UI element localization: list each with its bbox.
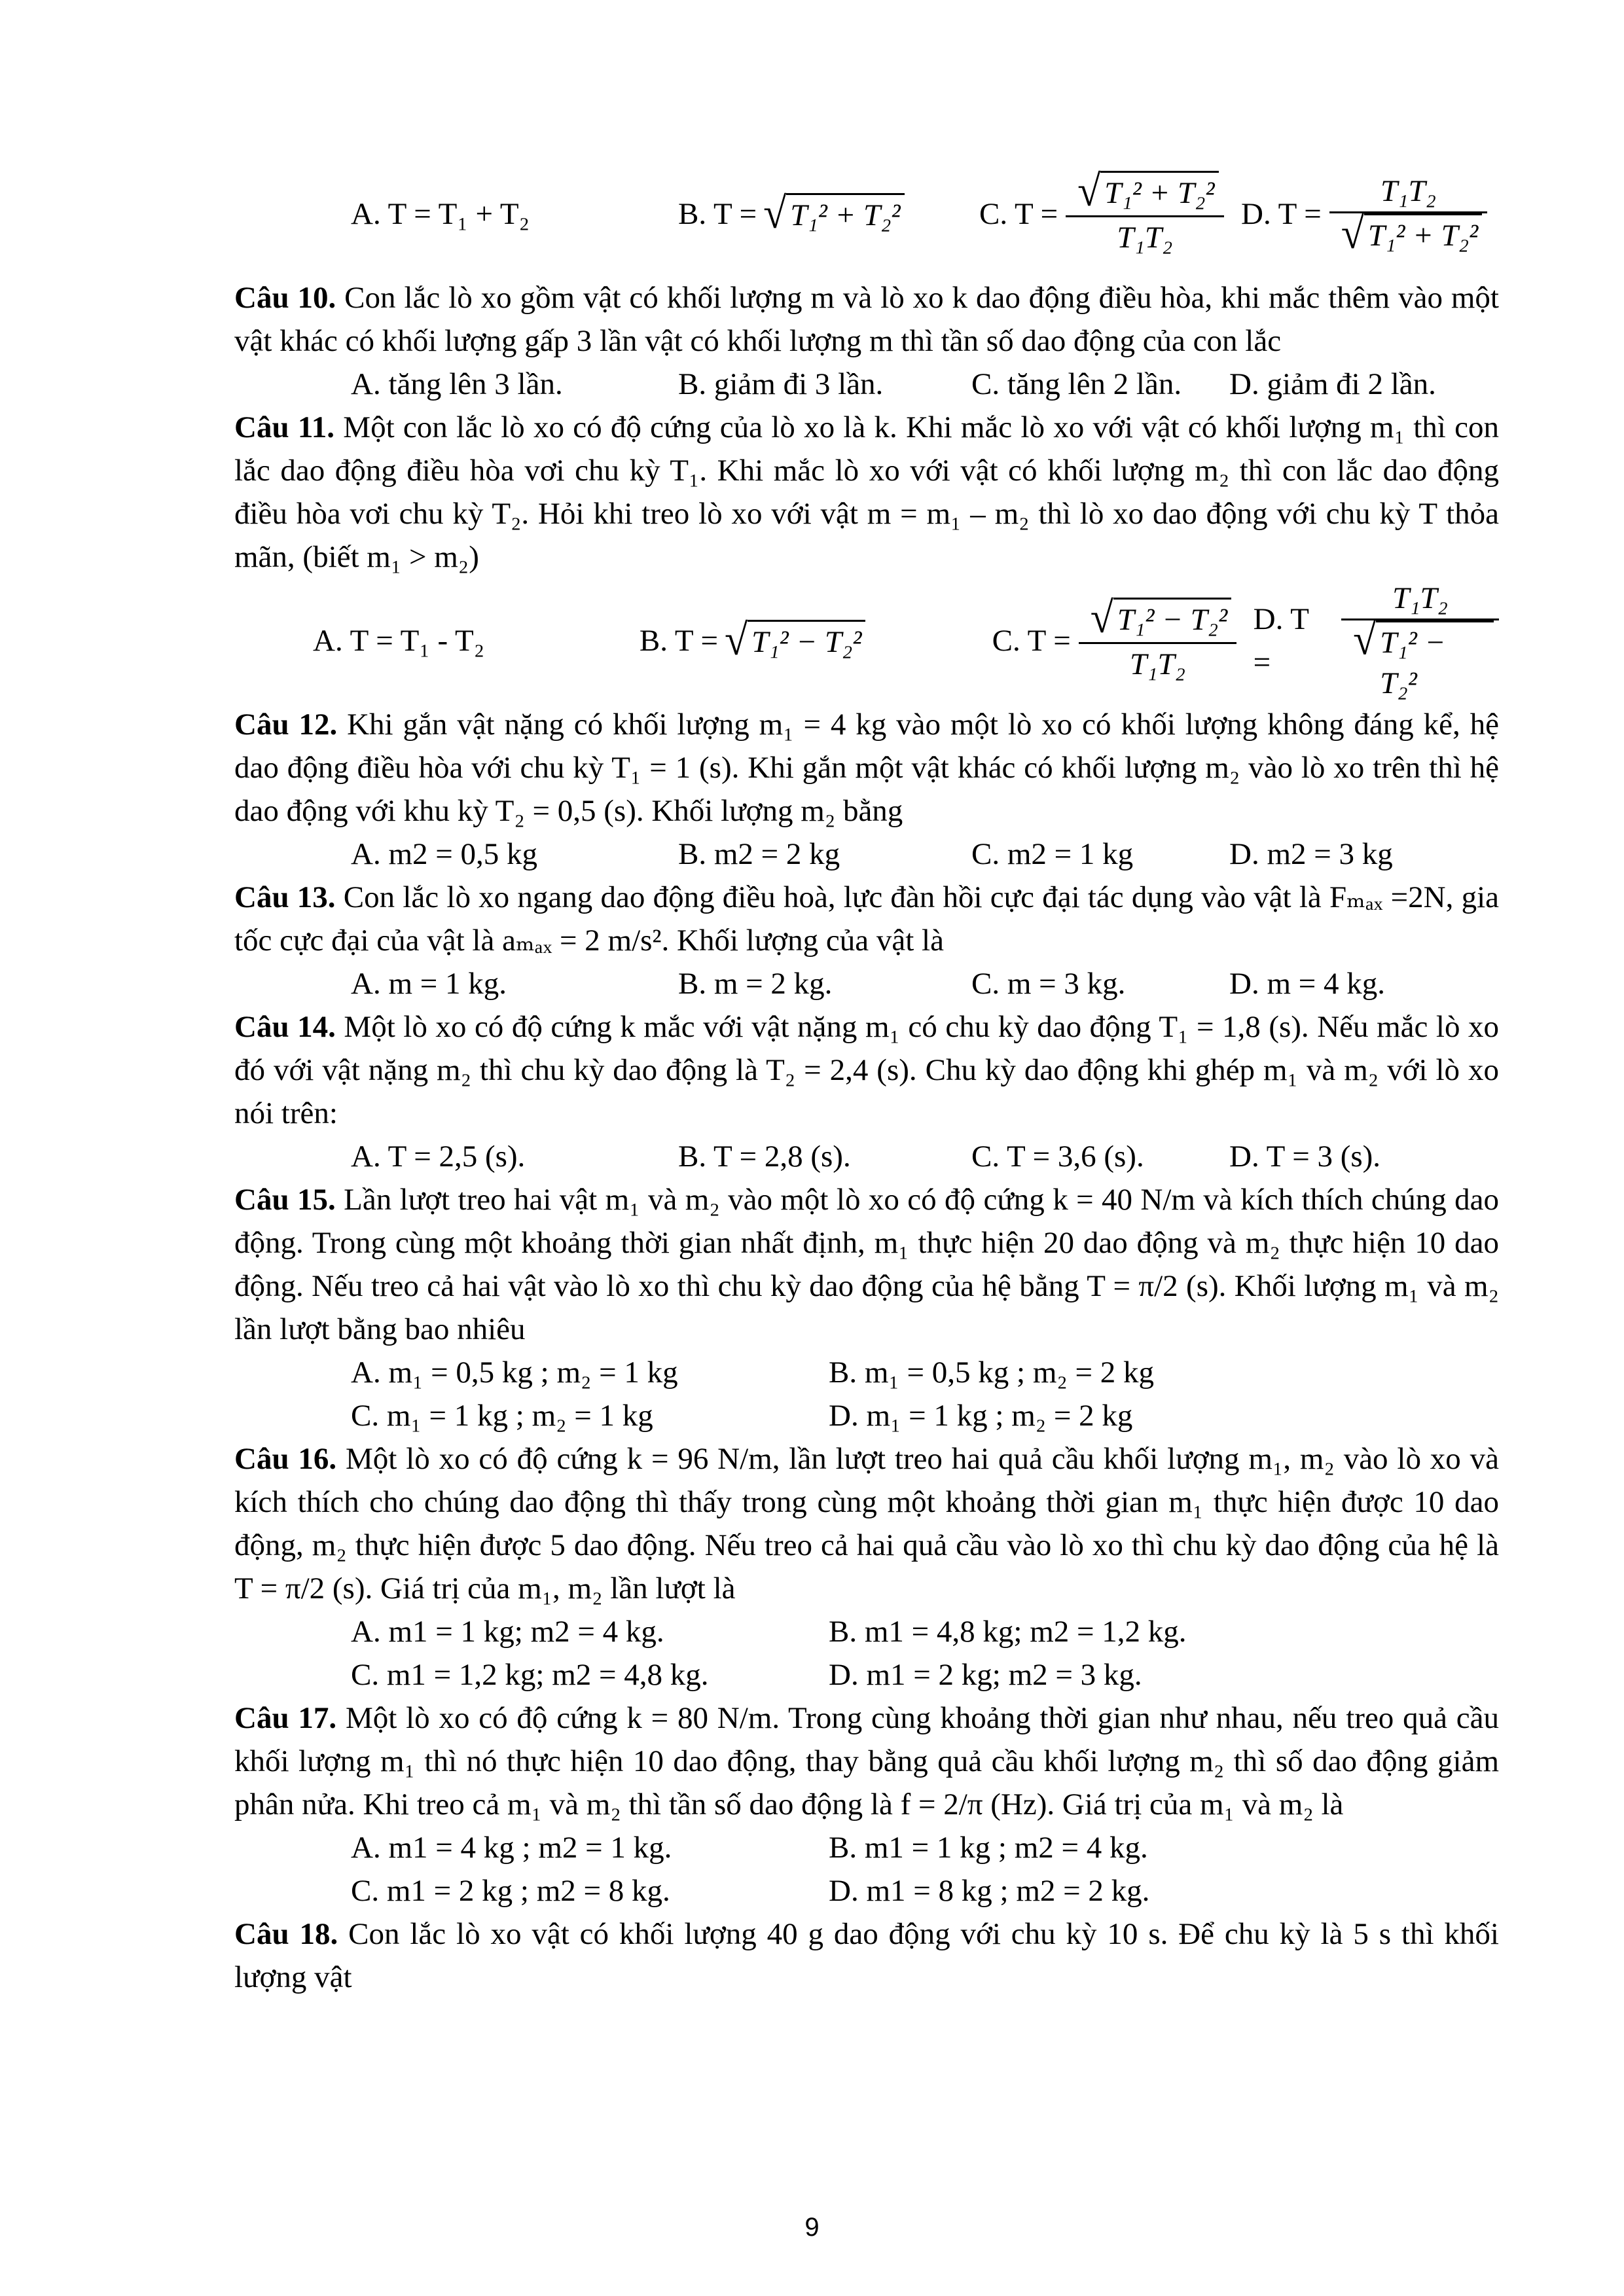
option-c: C. m = 3 kg. xyxy=(971,967,1126,1001)
option-c: C. m2 = 1 kg xyxy=(971,837,1134,871)
option-d-denominator: T₁² + T₂² xyxy=(1364,213,1482,256)
option-a xyxy=(351,192,678,236)
question-text: Con lắc lò xo gồm vật có khối lượng m và lò xo k dao động điều hòa, khi mắc thêm vào một vật khác có khối lượng gấp 3 lần vật có khối lượng m thì tần số dao động của con lắc xyxy=(234,281,1499,358)
question-16 xyxy=(234,1437,1499,1610)
question-text: Con lắc lò xo vật có khối lượng 40 g dao động với chu kỳ 10 s. Để chu kỳ là 5 s thì khối lượng vật xyxy=(234,1917,1499,1994)
option-d: D. m = 4 kg. xyxy=(1229,967,1386,1001)
question-label: Câu 18. xyxy=(234,1917,338,1951)
question-14 xyxy=(234,1005,1499,1135)
question-text: Một lò xo có độ cứng k = 80 N/m. Trong cùng khoảng thời gian như nhau, nếu treo quả cầu khối lượng m₁ thì nó thực hiện 10 dao động, thay bằng quả cầu khối lượng m₂ thì số dao động giảm phân nửa. Khi treo cả m₁ và m₂ thì tần số dao động là f = 2/π (Hz). Giá trị của m₁ và m₂ là xyxy=(234,1701,1499,1821)
option-d-numerator: T₁T₂ xyxy=(1380,173,1436,208)
option-c-denominator: T₁T₂ xyxy=(1117,220,1173,255)
option-b: B. m1 = 4,8 kg; m2 = 1,2 kg. xyxy=(829,1615,1187,1649)
option-a: A. m2 = 0,5 kg xyxy=(351,837,538,871)
option-c-prefix: C. T = xyxy=(992,624,1071,658)
question-12 xyxy=(234,703,1499,833)
question-12-options xyxy=(234,833,1499,876)
option-c: C. tăng lên 2 lần. xyxy=(971,367,1182,401)
option-b: B. m2 = 2 kg xyxy=(678,837,840,871)
question-17 xyxy=(234,1696,1499,1826)
option-a: A. T = 2,5 (s). xyxy=(351,1139,526,1174)
question-label: Câu 11. xyxy=(234,410,335,444)
fraction: √ T₁² − T₂² T₁T₂ xyxy=(1079,598,1236,685)
question-10-options xyxy=(234,363,1499,406)
option-b-radicand: T₁² − T₂² xyxy=(748,620,865,662)
option-b-prefix: B. T = xyxy=(678,197,757,231)
option-c-numerator: T₁² − T₂² xyxy=(1113,598,1231,640)
option-d-numerator: T₁T₂ xyxy=(1392,581,1449,615)
question-text: Lần lượt treo hai vật m₁ và m₂ vào một lò xo có độ cứng k = 40 N/m và kích thích chúng dao động. Trong cùng một khoảng thời gian nhất định, m₁ thực hiện 20 dao động và m₂ thực hiện 10 dao động. Nếu treo cả hai vật vào lò xo thì chu kỳ dao động của hệ bằng T = π/2 (s). Khối lượng m₁ và m₂ lần lượt bằng bao nhiêu xyxy=(234,1183,1500,1346)
fraction: √ T₁² + T₂² T₁T₂ xyxy=(1066,171,1223,258)
option-b: B. giảm đi 3 lần. xyxy=(678,367,884,401)
option-c: C. T = 3,6 (s). xyxy=(971,1139,1144,1174)
option-a-text: A. T = T₁ + T₂ xyxy=(351,197,530,231)
question-label: Câu 10. xyxy=(234,281,336,315)
option-a: A. m = 1 kg. xyxy=(351,967,507,1001)
option-d: D. T = 3 (s). xyxy=(1229,1139,1381,1174)
sqrt-symbol: √ T₁² − T₂² xyxy=(725,620,865,662)
option-d-denominator: T₁² − T₂² xyxy=(1376,620,1494,704)
option-b: B. m₁ = 0,5 kg ; m₂ = 2 kg xyxy=(829,1355,1155,1390)
option-b-radicand: T₁² + T₂² xyxy=(786,193,904,236)
question-label: Câu 15. xyxy=(234,1183,336,1217)
question-text: Một con lắc lò xo có độ cứng của lò xo là k. Khi mắc lò xo với vật có khối lượng m₁ thì con lắc dao động điều hòa vơi chu kỳ T₁. Khi mắc lò xo với vật có khối lượng m₂ thì con lắc dao động điều hòa vơi chu kỳ T₂. Hỏi khi treo lò xo với vật m = m₁ – m₂ thì lò xo dao động với chu kỳ T thỏa mãn, (biết m₁ > m₂) xyxy=(234,410,1499,574)
question-label: Câu 14. xyxy=(234,1010,336,1044)
page-number: 9 xyxy=(804,2213,820,2242)
option-c: C. m₁ = 1 kg ; m₂ = 1 kg xyxy=(351,1399,653,1433)
option-a-text: A. T = T₁ - T₂ xyxy=(313,624,485,658)
option-a: A. tăng lên 3 lần. xyxy=(351,367,563,401)
option-c xyxy=(979,166,1241,258)
option-c-numerator: T₁² + T₂² xyxy=(1100,171,1218,213)
option-a xyxy=(313,619,640,662)
option-a: A. m1 = 1 kg; m2 = 4 kg. xyxy=(351,1615,664,1649)
question-label: Câu 12. xyxy=(234,708,338,742)
question-15-options-row-2 xyxy=(234,1394,1499,1437)
question-label: Câu 16. xyxy=(234,1442,337,1476)
question-18 xyxy=(234,1912,1499,1999)
question-14-options xyxy=(234,1135,1499,1178)
option-c: C. m1 = 2 kg ; m2 = 8 kg. xyxy=(351,1874,670,1908)
option-b xyxy=(639,615,992,664)
option-d xyxy=(1254,578,1499,704)
option-c-denominator: T₁T₂ xyxy=(1129,647,1185,681)
question-13-options xyxy=(234,962,1499,1005)
question-11-options xyxy=(234,579,1499,703)
page-content xyxy=(234,152,1499,1999)
option-b-prefix: B. T = xyxy=(639,624,718,658)
question-17-options-row-2 xyxy=(234,1869,1499,1912)
question-13 xyxy=(234,876,1499,962)
option-a: A. m₁ = 0,5 kg ; m₂ = 1 kg xyxy=(351,1355,678,1390)
question-text: Một lò xo có độ cứng k mắc với vật nặng m₁ có chu kỳ dao động T₁ = 1,8 (s). Nếu mắc lò xo đó với vật nặng m₂ thì chu kỳ dao động là T₂ = 2,4 (s). Chu kỳ dao động khi ghép m₁ và m₂ với lò xo nói trên: xyxy=(234,1010,1499,1130)
fraction: T₁T₂ √ T₁² + T₂² xyxy=(1329,171,1487,258)
question-text: Khi gắn vật nặng có khối lượng m₁ = 4 kg vào một lò xo có khối lượng không đáng kể, hệ dao động điều hòa với chu kỳ T₁ = 1 (s). Khi gắn một vật khác có khối lượng m₂ vào lò xo trên thì hệ dao động với khu kỳ T₂ = 0,5 (s). Khối lượng m₂ bằng xyxy=(234,708,1499,828)
option-b: B. m1 = 1 kg ; m2 = 4 kg. xyxy=(829,1831,1148,1865)
option-c-prefix: C. T = xyxy=(979,197,1058,231)
option-d: D. m1 = 2 kg; m2 = 3 kg. xyxy=(829,1658,1142,1692)
option-b: B. m = 2 kg. xyxy=(678,967,833,1001)
question-16-options-row-2 xyxy=(234,1653,1499,1696)
question-16-options-row-1 xyxy=(234,1610,1499,1653)
question-label: Câu 17. xyxy=(234,1701,337,1735)
formula-options-top xyxy=(234,152,1499,276)
question-10 xyxy=(234,276,1499,363)
option-d-prefix: D. T = xyxy=(1253,602,1309,679)
option-d: D. m2 = 3 kg xyxy=(1229,837,1393,871)
question-15 xyxy=(234,1178,1499,1351)
option-b xyxy=(678,188,979,238)
option-c: C. m1 = 1,2 kg; m2 = 4,8 kg. xyxy=(351,1658,709,1692)
option-b: B. T = 2,8 (s). xyxy=(678,1139,851,1174)
option-d-prefix: D. T = xyxy=(1241,197,1322,231)
option-d: D. m₁ = 1 kg ; m₂ = 2 kg xyxy=(829,1399,1133,1433)
option-d: D. m1 = 8 kg ; m2 = 2 kg. xyxy=(829,1874,1150,1908)
option-c xyxy=(992,592,1254,685)
option-a: A. m1 = 4 kg ; m2 = 1 kg. xyxy=(351,1831,672,1865)
fraction: T₁T₂ √ T₁² − T₂² xyxy=(1341,578,1499,704)
sqrt-symbol: √ T₁² + T₂² xyxy=(763,193,904,236)
question-15-options-row-1 xyxy=(234,1351,1499,1394)
question-label: Câu 13. xyxy=(234,880,336,914)
question-17-options-row-1 xyxy=(234,1826,1499,1869)
option-d: D. giảm đi 2 lần. xyxy=(1229,367,1436,401)
question-text: Một lò xo có độ cứng k = 96 N/m, lần lượt treo hai quả cầu khối lượng m₁, m₂ vào lò xo và kích thích cho chúng dao động thì thấy trong cùng một khoảng thời gian m₁ thực hiện được 10 dao động, m₂ thực hiện được 5 dao động. Nếu treo cả hai quả cầu vào lò xo thì chu kỳ dao động của hệ là T = π/2 (s). Giá trị của m₁, m₂ lần lượt là xyxy=(234,1442,1499,1605)
question-text: Con lắc lò xo ngang dao động điều hoà, lực đàn hồi cực đại tác dụng vào vật là Fₘₐₓ =2N, gia tốc cực đại của vật là aₘₐₓ = 2 m/s². Khối lượng của vật là xyxy=(234,880,1499,958)
question-11 xyxy=(234,406,1499,579)
option-d xyxy=(1241,171,1487,258)
